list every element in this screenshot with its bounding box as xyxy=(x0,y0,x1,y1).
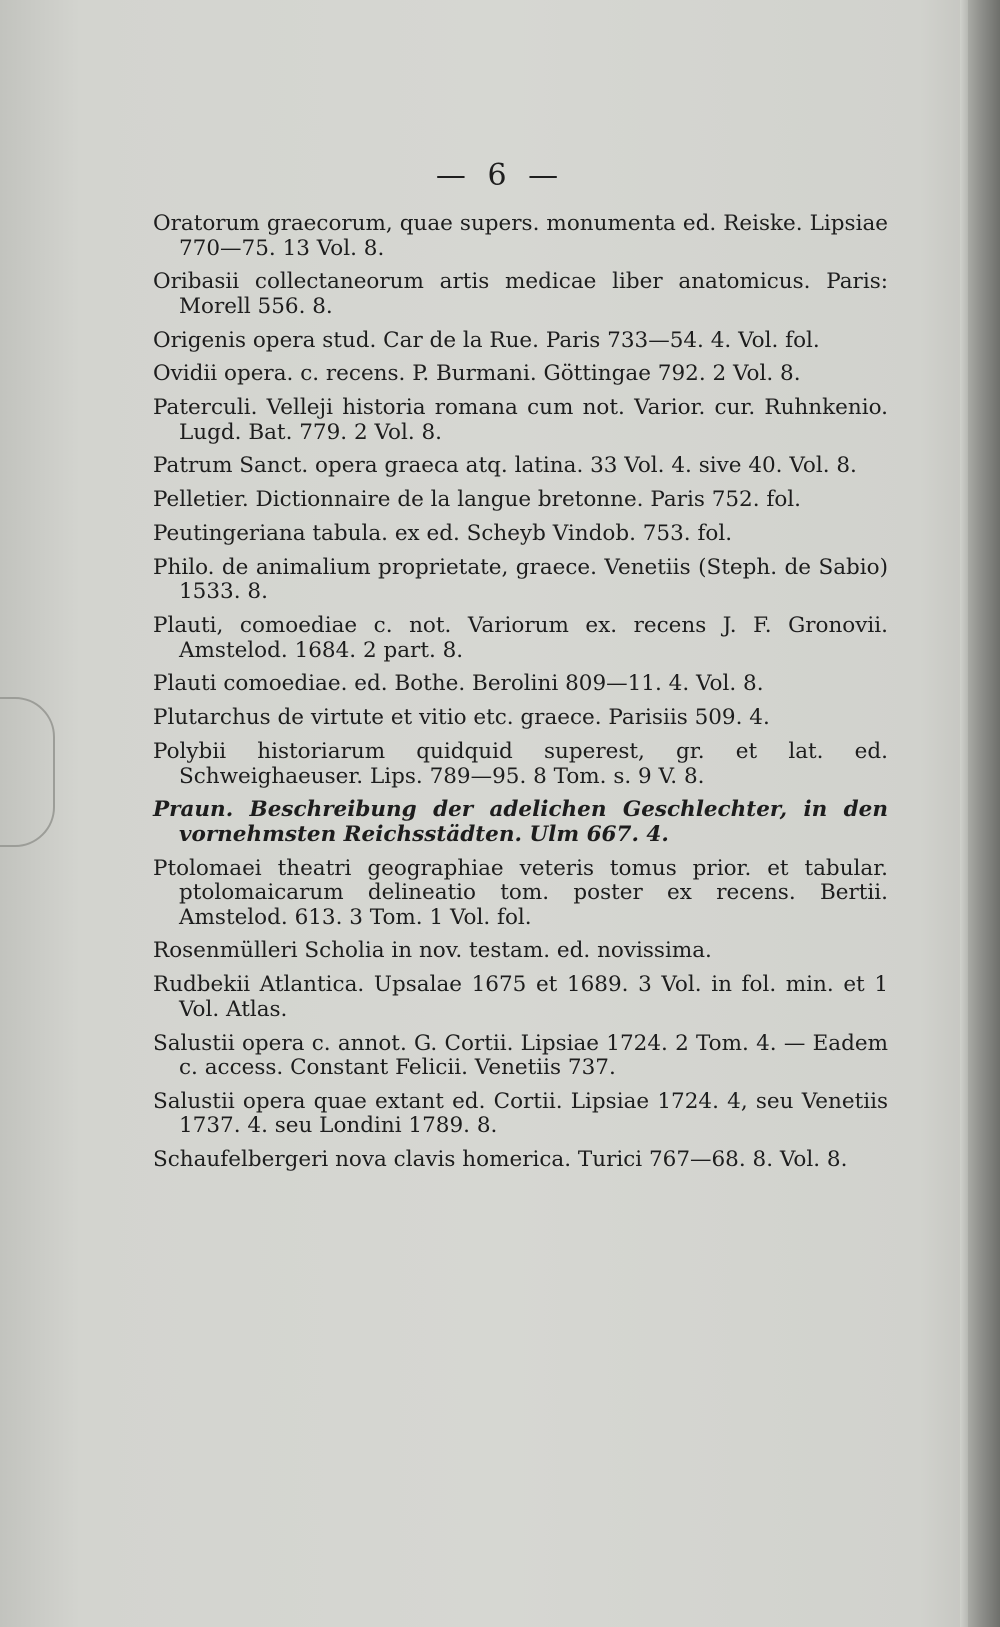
bibliography-entry: Rosenmülleri Scholia in nov. testam. ed. novissima. xyxy=(153,938,712,964)
bibliography-entry: Origenis opera stud. Car de la Rue. Paris 733—54. 4. Vol. fol. xyxy=(153,327,820,353)
bibliography-entry: Rudbekii Atlantica. Upsalae 1675 et 1689. 3 Vol. in fol. min. et 1 Vol. Atlas. xyxy=(153,972,888,1022)
bibliography-entry: Ptolomaei theatri geographiae veteris tomus prior. et tabular. ptolomaicarum delineatio tom. poster ex recens. Bertii. Amstelod. 613. 3 Tom. 1 Vol. fol. xyxy=(153,855,888,930)
bibliography-entry: Oribasii collectaneorum artis medicae liber anatomicus. Paris: Morell 556. 8. xyxy=(153,269,888,319)
bibliography-entry: Peutingeriana tabula. ex ed. Scheyb Vindob. 753. fol. xyxy=(153,521,733,547)
page-number: — 6 — xyxy=(435,158,565,193)
page-edge xyxy=(960,0,968,1627)
bibliography-entry: Philo. de animalium proprietate, graece. Venetiis (Steph. de Sabio) 1533. 8. xyxy=(153,554,888,605)
bibliography-entry: Patrum Sanct. opera graeca atq. latina. 33 Vol. 4. sive 40. Vol. 8. xyxy=(153,453,857,479)
bibliography-entry: Salustii opera quae extant ed. Cortii. Lipsiae 1724. 4, seu Venetiis 1737. 4. seu Londini 1789. 8. xyxy=(153,1088,888,1139)
bibliography-entry-blackletter: Praun. Beschreibung der adelichen Geschlechter, in den vornehmsten Reichsstädten. Ulm 667. 4. xyxy=(153,797,888,847)
bibliography-entry: Pelletier. Dictionnaire de la langue bretonne. Paris 752. fol. xyxy=(153,487,802,513)
bibliography-list xyxy=(153,212,888,1182)
bibliography-entry: Schaufelbergeri nova clavis homerica. Turici 767—68. 8. Vol. 8. xyxy=(153,1147,848,1173)
bibliography-entry: Plutarchus de virtute et vitio etc. graece. Parisiis 509. 4. xyxy=(153,705,770,731)
bibliography-entry: Ovidii opera. c. recens. P. Burmani. Göttingae 792. 2 Vol. 8. xyxy=(153,361,801,387)
book-spine xyxy=(968,0,1000,1627)
bibliography-entry: Plauti comoediae. ed. Bothe. Berolini 809—11. 4. Vol. 8. xyxy=(153,671,764,697)
bibliography-entry: Plauti, comoediae c. not. Variorum ex. recens J. F. Gronovii. Amstelod. 1684. 2 part. 8. xyxy=(153,613,888,663)
bibliography-entry: Polybii historiarum quidquid superest, gr. et lat. ed. Schweighaeuser. Lips. 789—95. 8 Tom. s. 9 V. 8. xyxy=(153,739,888,789)
bibliography-entry: Paterculi. Velleji historia romana cum not. Varior. cur. Ruhnkenio. Lugd. Bat. 779. 2 Vol. 8. xyxy=(153,395,888,445)
bibliography-entry: Salustii opera c. annot. G. Cortii. Lipsiae 1724. 2 Tom. 4. — Eadem c. access. Constant Felicii. Venetiis 737. xyxy=(153,1030,888,1081)
page-clip-mark xyxy=(0,697,55,847)
bibliography-entry: Oratorum graecorum, quae supers. monumenta ed. Reiske. Lipsiae 770—75. 13 Vol. 8. xyxy=(153,211,888,261)
